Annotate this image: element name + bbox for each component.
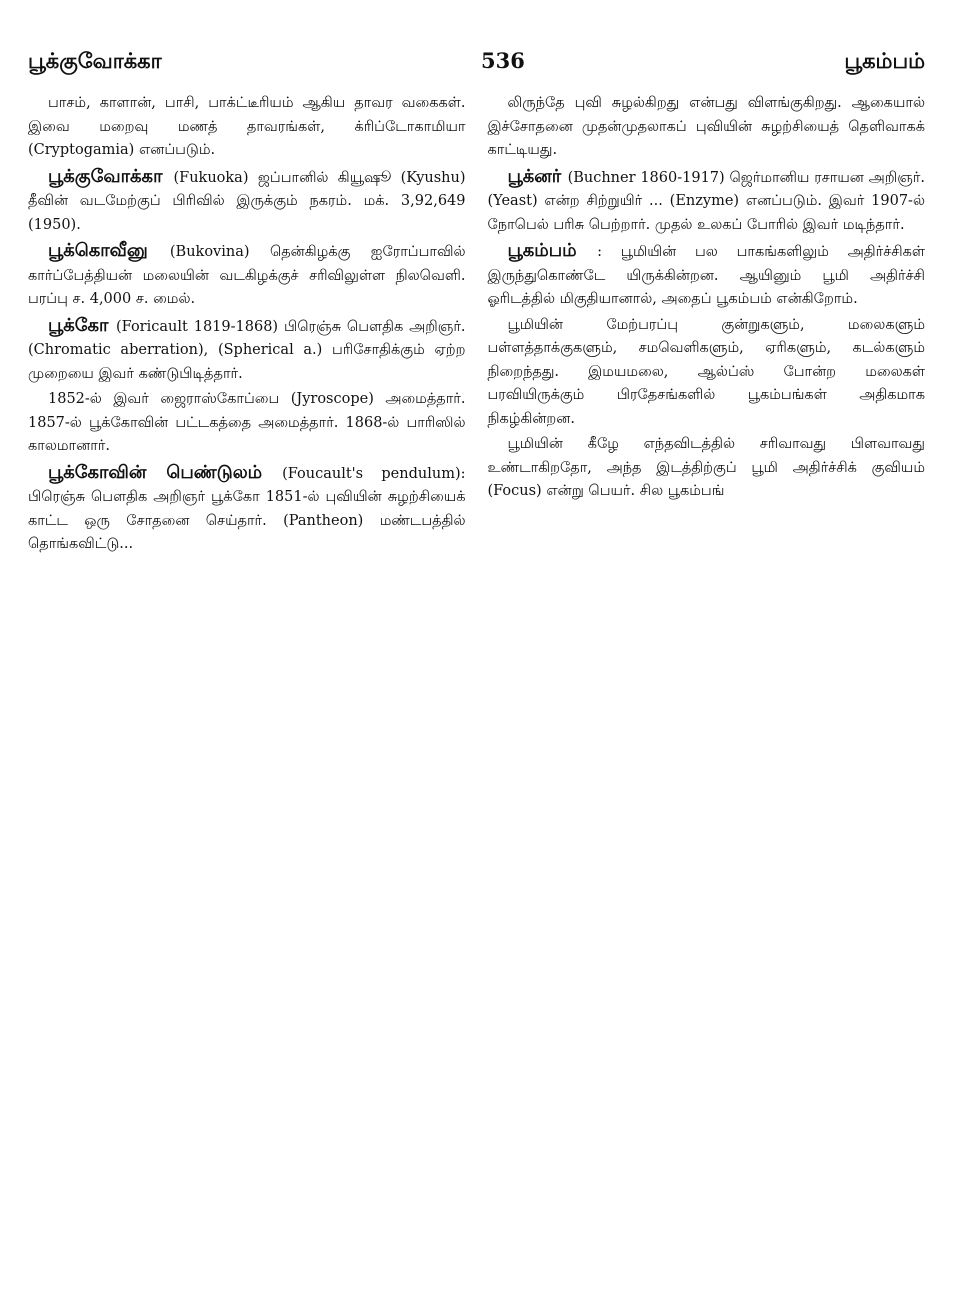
paragraph-text: பாசம், காளான், பாசி, பாக்ட்டீரியம் ஆகிய தாவர வகைகள். இவை மறைவு மணத் தாவரங்கள், க்ரிப்டோகாமியா (Cryptogamia) எனப்படும். bbox=[28, 95, 466, 158]
headword: பூக்குவோக்கா bbox=[48, 165, 174, 187]
right-column bbox=[488, 92, 926, 559]
paragraph bbox=[488, 92, 926, 163]
header-left: பூக்குவோக்கா bbox=[28, 48, 162, 73]
paragraph-text: (Foricault 1819-1868) பிரெஞ்சு பௌதிக அறிஞர். (Chromatic aberration), (Spherical a.) பரிசோதிக்கும் ஏற்ற முறையை இவர் கண்டுபிடித்தார். bbox=[28, 318, 466, 382]
paragraph bbox=[28, 165, 466, 238]
paragraph-text: பூமியின் கீழே எந்தவிடத்தில் சரிவாவது பிளவாவது உண்டாகிறதோ, அந்த இடத்திற்குப் பூமி அதிர்ச்சிக் குவியம் (Focus) என்று பெயர். சில பூகம்பங் bbox=[487, 436, 925, 499]
headword: பூக்னர் bbox=[507, 165, 568, 187]
paragraph bbox=[488, 239, 926, 312]
paragraph-text: (Buchner 1860-1917) ஜெர்மானிய ரசாயன அறிஞர். (Yeast) என்ற சிற்றுயிர் ... (Enzyme) எனப்படும். இவர் 1907-ல் நோபெல் பரிசு பெற்றார். முதல் உலகப் போரில் இவர் மடிந்தார். bbox=[487, 169, 925, 233]
headword: பூக்கோவின் பெண்டுலம் bbox=[48, 461, 283, 483]
paragraph bbox=[28, 461, 466, 557]
paragraph bbox=[488, 314, 926, 432]
running-header bbox=[28, 48, 925, 76]
paragraph bbox=[488, 433, 926, 504]
page-number: 536 bbox=[481, 48, 525, 73]
paragraph-text: (Bukovina) தென்கிழக்கு ஐரோப்பாவில் கார்ப்பேத்தியன் மலையின் வடகிழக்குச் சரிவிலுள்ள நிலவெளி. பரப்பு ச. 4,000 ச. மைல். bbox=[28, 244, 466, 307]
paragraph bbox=[28, 388, 466, 459]
paragraph-text: லிருந்தே புவி சுழல்கிறது என்பது விளங்குகிறது. ஆகையால் இச்சோதனை முதன்முதலாகப் புவியின் சுழற்சியைத் தெளிவாகக் காட்டியது. bbox=[487, 95, 925, 158]
paragraph-text: : பூமியின் பல பாகங்களிலும் அதிர்ச்சிகள் இருந்துகொண்டே யிருக்கின்றன. ஆயினும் பூமி அதிர்ச்சி ஓரிடத்தில் மிகுதியானால், அதைப் பூகம்பம் என்கிறோம். bbox=[487, 244, 925, 307]
paragraph-text: 1852-ல் இவர் ஜைராஸ்கோப்பை (Jyroscope) அமைத்தார். 1857-ல் பூக்கோவின் பட்டகத்தை அமைத்தார். 1868-ல் பாரிஸில் காலமானார். bbox=[28, 391, 466, 454]
paragraph-text: பூமியின் மேற்பரப்பு குன்றுகளும், மலைகளும் பள்ளத்தாக்குகளும், சமவெளிகளும், ஏரிகளும், கடல்களும் நிறைந்தது. இமயமலை, ஆல்ப்ஸ் போன்ற மலைகள் பரவியிருக்கும் பிரதேசங்களில் பூகம்பங்கள் அதிகமாக நிகழ்கின்றன. bbox=[487, 316, 925, 427]
left-column bbox=[28, 92, 466, 559]
headword: பூகம்பம் bbox=[507, 240, 598, 261]
paragraph bbox=[28, 314, 466, 387]
paragraph bbox=[28, 239, 466, 312]
paragraph-text: (Fukuoka) ஜப்பானில் கியூஷூ (Kyushu) தீவின் வடமேற்குப் பிரிவில் இருக்கும் நகரம். மக். 3,92,649 (1950). bbox=[28, 169, 466, 233]
paragraph-text: (Foucault's pendulum): பிரெஞ்சு பௌதிக அறிஞர் பூக்கோ 1851-ல் புவியின் சுழற்சியைக் காட்ட ஒரு சோதனை செய்தார். (Pantheon) மண்டபத்தில் தொங்கவிட்டு... bbox=[28, 465, 466, 552]
headword: பூக்கோ bbox=[48, 314, 117, 336]
headword: பூக்கொவீனு bbox=[48, 240, 170, 261]
paragraph bbox=[488, 165, 926, 238]
header-right: பூகம்பம் bbox=[844, 48, 925, 73]
paragraph bbox=[28, 92, 466, 163]
